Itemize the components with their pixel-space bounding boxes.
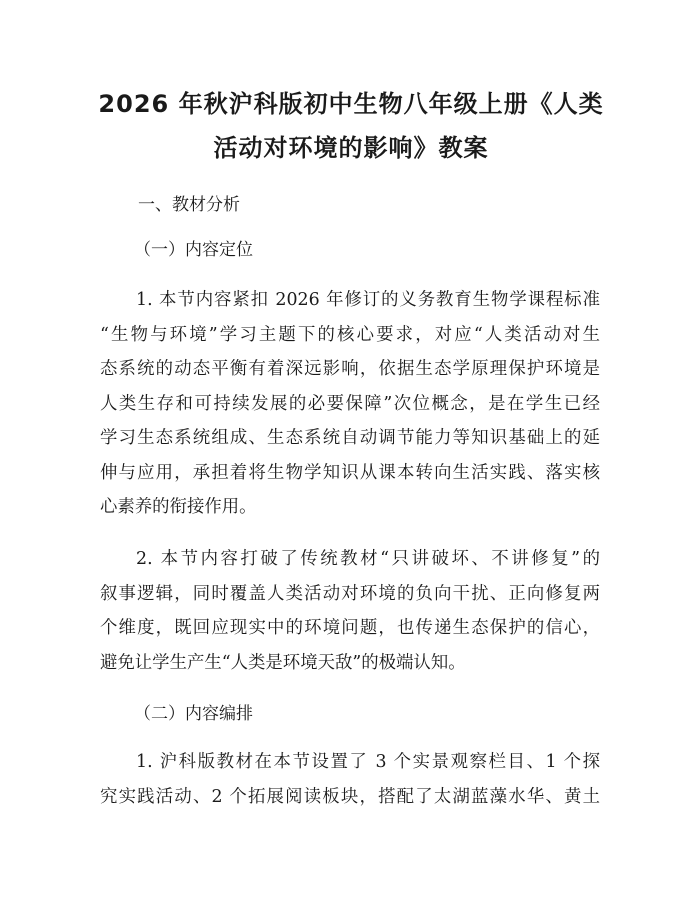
- paragraph-line: 态系统的动态平衡有着深远影响，依据生态学原理保护环境是: [100, 359, 600, 379]
- paragraph-line: 2. 本节内容打破了传统教材“只讲破坏、不讲修复”的: [136, 549, 600, 569]
- paragraph-line: 究实践活动、2 个拓展阅读板块，搭配了太湖蓝藻水华、黄土: [100, 786, 600, 807]
- paragraph-line: 个维度，既回应现实中的环境问题，也传递生态保护的信心，: [100, 618, 600, 638]
- paragraph-line: 1. 本节内容紧扣 2026 年修订的义务教育生物学课程标准: [136, 290, 600, 310]
- paragraph-line: 叙事逻辑，同时覆盖人类活动对环境的负向干扰、正向修复两: [100, 583, 600, 604]
- paragraph-line: 避免让学生产生“人类是环境天敌”的极端认知。: [100, 652, 466, 673]
- paragraph-line: “生物与环境”学习主题下的核心要求，对应“人类活动对生: [100, 324, 600, 345]
- paragraph-line: 人类生存和可持续发展的必要保障”次位概念，是在学生已经: [100, 393, 600, 414]
- section-heading-textbook-analysis: 一、教材分析: [138, 195, 240, 215]
- paragraph-1: [100, 283, 600, 525]
- document-title-line-1: 2026 年秋沪科版初中生物八年级上册《人类: [98, 90, 604, 118]
- paragraph-line: 心素养的衔接作用。: [100, 497, 257, 517]
- subsection-heading-content-positioning: （一）内容定位: [134, 240, 253, 260]
- paragraph-line: 学习生态系统组成、生态系统自动调节能力等知识基础上的延: [100, 428, 600, 448]
- paragraph-line: 伸与应用，承担着将生物学知识从课本转向生活实践、落实核: [100, 462, 600, 483]
- subsection-heading-content-arrangement: （二）内容编排: [134, 704, 253, 724]
- paragraph-2: [100, 542, 600, 680]
- paragraph-3: [100, 745, 600, 814]
- document-title-line-2: 活动对环境的影响》教案: [213, 134, 489, 162]
- paragraph-line: 1. 沪科版教材在本节设置了 3 个实景观察栏目、1 个探: [136, 752, 600, 772]
